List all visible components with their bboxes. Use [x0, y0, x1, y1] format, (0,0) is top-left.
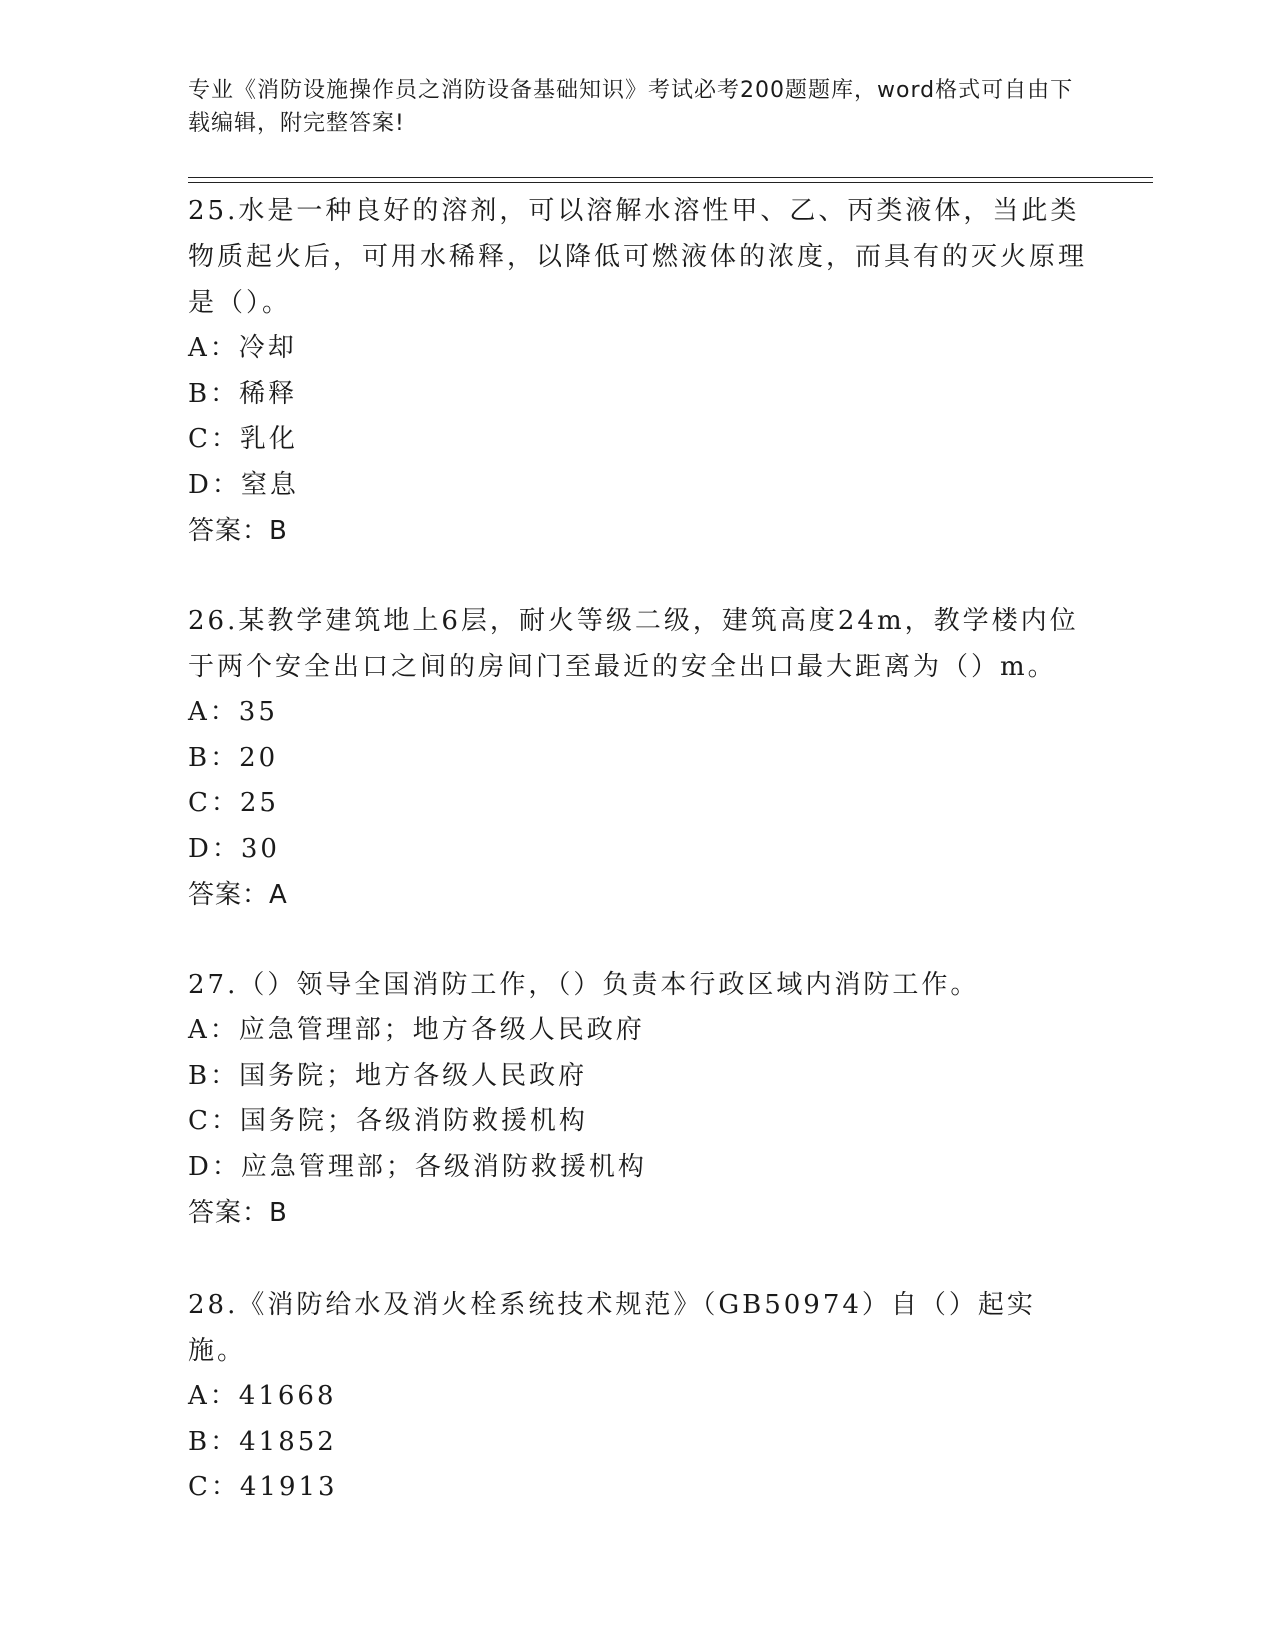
- option-b: B：41852: [188, 1426, 337, 1457]
- document-header: 专业《消防设施操作员之消防设备基础知识》考试必考200题题库，word格式可自由下载编辑，附完整答案!: [188, 78, 1074, 136]
- answer-line: 答案：B: [188, 1198, 288, 1228]
- option-d: D：应急管理部；各级消防救援机构: [188, 1151, 647, 1182]
- header-divider-bottom: [188, 182, 1153, 183]
- option-c: C：国务院；各级消防救援机构: [188, 1106, 588, 1136]
- question-stem: 25.水是一种良好的溶剂，可以溶解水溶性甲、乙、丙类液体，当此类物质起火后，可用水稀释，以降低可燃液体的浓度，而具有的灭火原理是（）。: [188, 196, 1088, 318]
- question-25: [188, 188, 1088, 554]
- option-c: C：乳化: [188, 424, 298, 454]
- question-stem: 28.《消防给水及消火栓系统技术规范》（GB50974）自（）起实施。: [188, 1290, 1036, 1366]
- header-divider-top: [188, 177, 1153, 178]
- option-a: A：冷却: [188, 333, 297, 363]
- question-stem: 26.某教学建筑地上6层，耐火等级二级，建筑高度24m，教学楼内位于两个安全出口之间的房间门至最近的安全出口最大距离为（）m。: [188, 606, 1079, 682]
- question-28: [188, 1282, 1088, 1511]
- option-c: C：25: [188, 788, 279, 818]
- option-b: B：国务院；地方各级人民政府: [188, 1060, 588, 1091]
- answer-line: 答案：A: [188, 880, 288, 910]
- option-b: B：20: [188, 742, 279, 773]
- option-c: C：41913: [188, 1472, 338, 1502]
- option-b: B：稀释: [188, 378, 298, 409]
- option-a: A：41668: [188, 1381, 337, 1411]
- answer-line: 答案：B: [188, 516, 288, 546]
- question-26: [188, 598, 1088, 918]
- option-d: D：30: [188, 833, 280, 864]
- option-a: A：应急管理部；地方各级人民政府: [188, 1015, 645, 1045]
- option-d: D：窒息: [188, 469, 299, 500]
- question-stem: 27.（）领导全国消防工作，（）负责本行政区域内消防工作。: [188, 970, 980, 1000]
- question-27: [188, 962, 1088, 1236]
- option-a: A：35: [188, 697, 278, 727]
